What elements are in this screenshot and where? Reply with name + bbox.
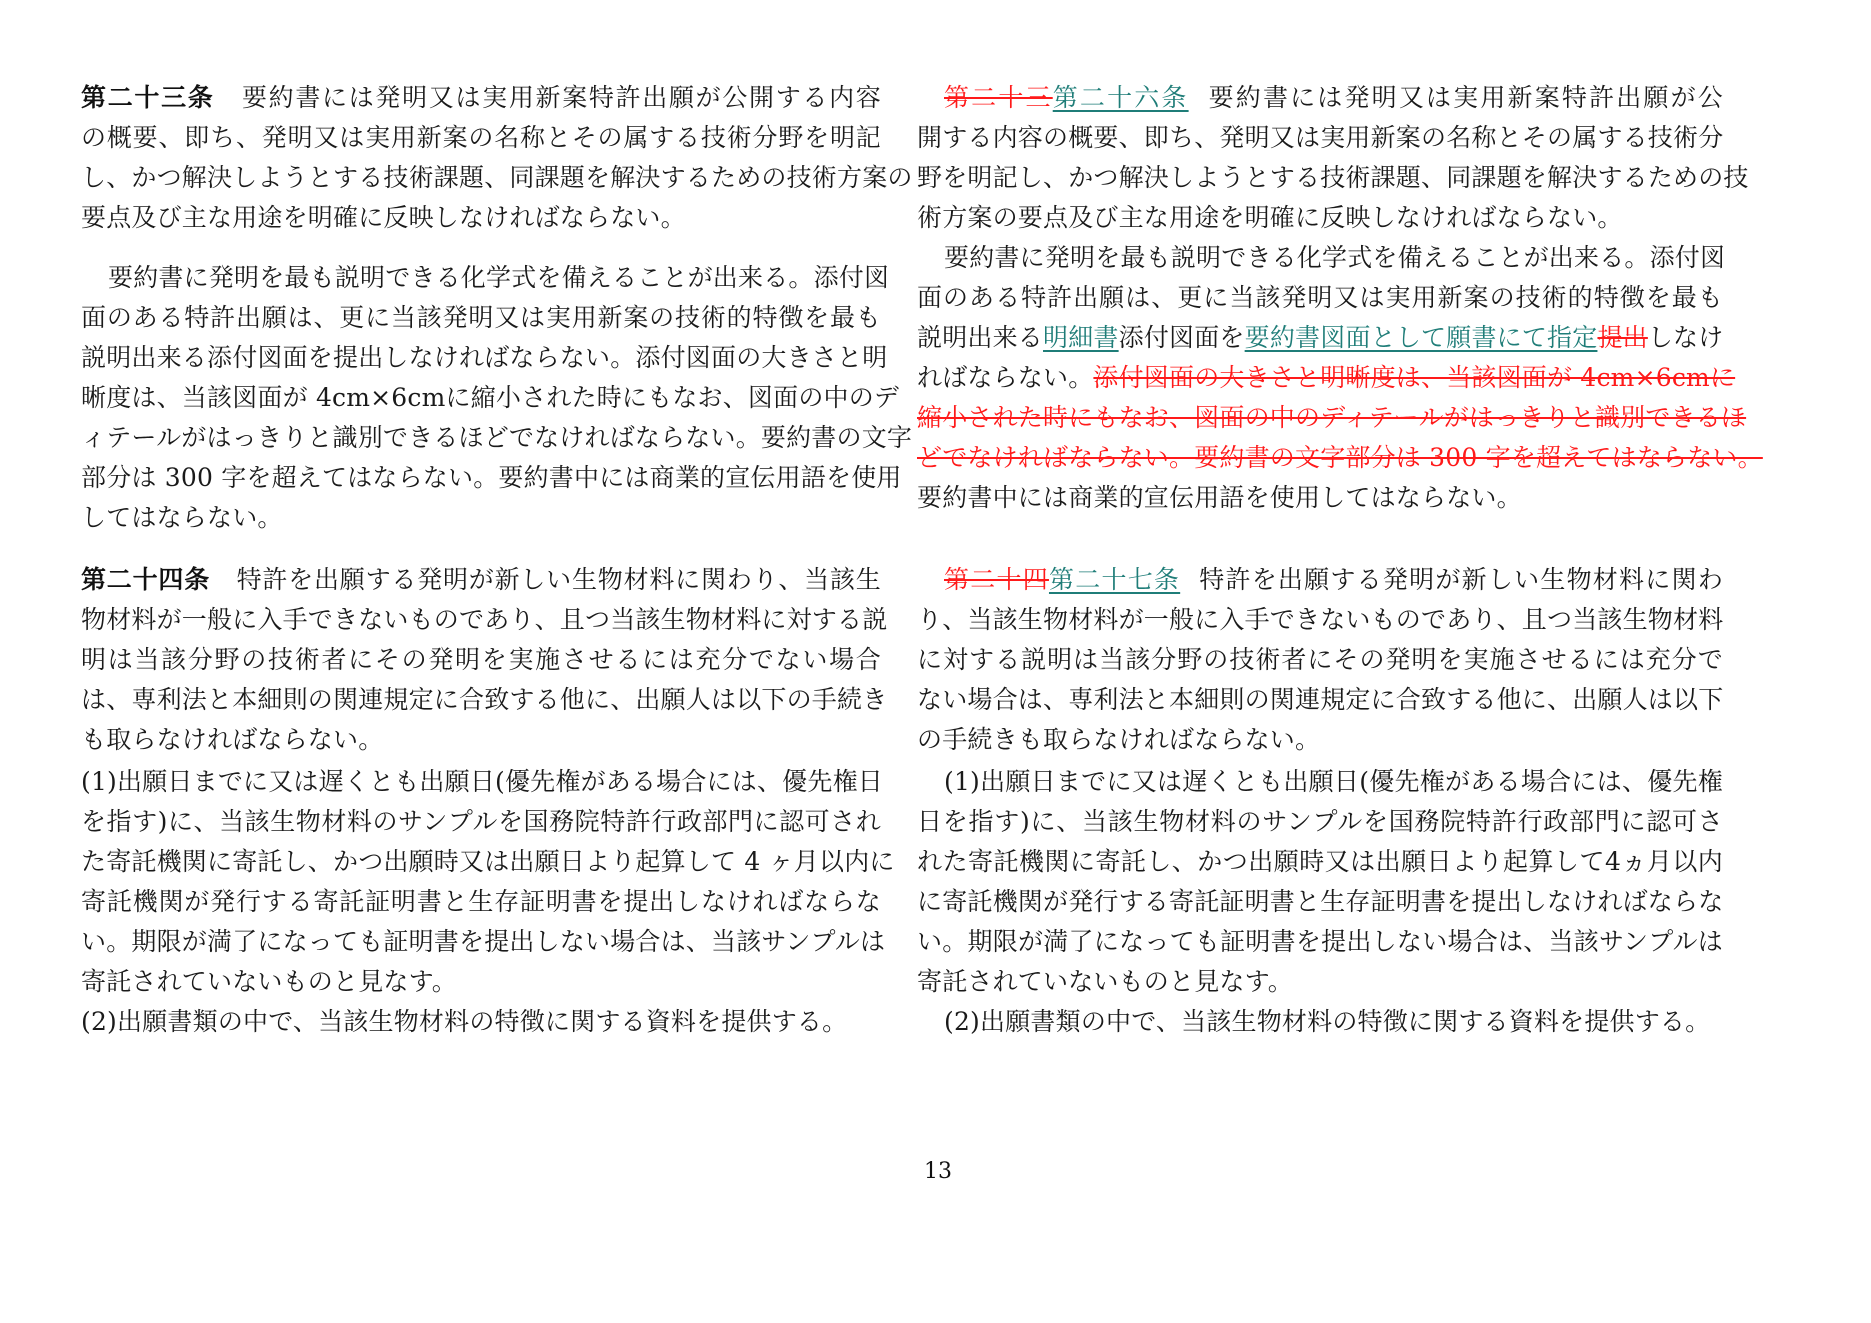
deleted-line bbox=[917, 438, 1763, 478]
text-span: 特許を出願する発明が新しい生物材料に関わり、当該生 bbox=[236, 565, 881, 594]
paragraph-line: し、かつ解決しようとする技術課題、同課題を解決するための技術方案の bbox=[81, 163, 913, 192]
item-1-line: れた寄託機関に寄託し、かつ出願時又は出願日より起算して4ヵ月以内 bbox=[917, 847, 1723, 876]
paragraph-line: 開する内容の概要、即ち、発明又は実用新案の名称とその属する技術分 bbox=[917, 123, 1724, 152]
inserted-text: 明細書 bbox=[1043, 323, 1119, 352]
text-span: 特許を出願する発明が新しい生物材料に関わ bbox=[1198, 565, 1723, 594]
paragraph-line-with-revisions bbox=[917, 358, 1736, 398]
paragraph-line: してはならない。 bbox=[81, 503, 283, 532]
deleted-text: どでなければならない。要約書の文字部分は 300 字を超えてはならない。 bbox=[917, 443, 1763, 472]
text-span: 添付図面を bbox=[1118, 323, 1245, 352]
text-span: しなけ bbox=[1647, 323, 1724, 352]
paragraph-line: 物材料が一般に入手できないものであり、且つ当該生物材料に対する説 bbox=[81, 605, 888, 634]
item-1-line: い。期限が満了になっても証明書を提出しない場合は、当該サンプルは bbox=[917, 927, 1723, 956]
item-1-line: (1)出願日までに又は遅くとも出願日(優先権がある場合には、優先権日 bbox=[81, 767, 883, 796]
paragraph-line: 明は当該分野の技術者にその発明を実施させるには充分でない場合 bbox=[81, 645, 881, 674]
paragraph-line: も取らなければならない。 bbox=[81, 725, 384, 754]
text-span: 要約書には発明又は実用新案特許出願が公 bbox=[1206, 83, 1723, 112]
paragraph-line: ない場合は、専利法と本細則の関連規定に合致する他に、出願人は以下 bbox=[917, 685, 1724, 714]
paragraph-line: 要約書中には商業的宣伝用語を使用してはならない。 bbox=[917, 483, 1522, 512]
article-24-line-1 bbox=[81, 560, 881, 600]
article-24-heading: 第二十四条 bbox=[81, 565, 210, 594]
paragraph-line: 面のある特許出願は、更に当該発明又は実用新案の技術的特徴を最も bbox=[81, 303, 881, 332]
item-1-line: 寄託機関が発行する寄託証明書と生存証明書を提出しなければならな bbox=[81, 887, 881, 916]
item-1-line: 寄託されていないものと見なす。 bbox=[917, 967, 1294, 996]
paragraph-line: の手続きも取らなければならない。 bbox=[917, 725, 1321, 754]
article-26-line-1 bbox=[917, 78, 1723, 118]
item-1-line: を指す)に、当該生物材料のサンプルを国務院特許行政部門に認可され bbox=[81, 807, 881, 836]
deleted-heading: 第二十三 bbox=[944, 83, 1053, 112]
paragraph-line: は、専利法と本細則の関連規定に合致する他に、出願人は以下の手続き bbox=[81, 685, 888, 714]
text-span: ればならない。 bbox=[917, 363, 1094, 392]
paragraph-line-with-revisions bbox=[917, 318, 1723, 358]
inserted-heading: 第二十七条 bbox=[1048, 565, 1181, 594]
item-1-line: 日を指す)に、当該生物材料のサンプルを国務院特許行政部門に認可さ bbox=[917, 807, 1723, 836]
deleted-text: 提出 bbox=[1597, 323, 1648, 352]
item-1-line: に寄託機関が発行する寄託証明書と生存証明書を提出しなければならな bbox=[917, 887, 1724, 916]
page-number: 13 bbox=[924, 1159, 952, 1184]
item-1-line: い。期限が満了になっても証明書を提出しない場合は、当該サンプルは bbox=[81, 927, 886, 956]
deleted-text: 添付図面の大きさと明晰度は、当該図面が 4cm×6cmに bbox=[1093, 363, 1736, 392]
paragraph-line: 術方案の要点及び主な用途を明確に反映しなければならない。 bbox=[917, 203, 1623, 232]
paragraph-line: 野を明記し、かつ解決しようとする技術課題、同課題を解決するための技 bbox=[917, 163, 1749, 192]
paragraph-line: 晰度は、当該図面が 4cm×6cmに縮小された時にもなお、図面の中のデ bbox=[81, 383, 900, 412]
text-span: 要約書には発明又は実用新案特許出願が公開する内容 bbox=[240, 83, 881, 112]
paragraph-line: に対する説明は当該分野の技術者にその発明を実施させるには充分で bbox=[917, 645, 1723, 674]
deleted-heading: 第二十四 bbox=[944, 565, 1049, 594]
inserted-text: 要約書図面として願書にて指定 bbox=[1244, 323, 1598, 352]
deleted-line bbox=[917, 398, 1747, 438]
article-23-heading: 第二十三条 bbox=[81, 83, 215, 112]
text-span: 説明出来る bbox=[917, 323, 1044, 352]
item-2-line: (2)出願書類の中で、当該生物材料の特徴に関する資料を提供する。 bbox=[944, 1007, 1711, 1036]
deleted-text: 縮小された時にもなお、図面の中のディテールがはっきりと識別できるほ bbox=[917, 403, 1747, 432]
item-1-line: (1)出願日までに又は遅くとも出願日(優先権がある場合には、優先権 bbox=[944, 767, 1723, 796]
paragraph-line: 部分は 300 字を超えてはならない。要約書中には商業的宣伝用語を使用 bbox=[81, 463, 902, 492]
article-23-line-1 bbox=[81, 78, 881, 118]
paragraph-line: ィテールがはっきりと識別できるほどでなければならない。要約書の文字 bbox=[81, 423, 913, 452]
paragraph-line: 説明出来る添付図面を提出しなければならない。添付図面の大きさと明 bbox=[81, 343, 888, 372]
paragraph-line: り、当該生物材料が一般に入手できないものであり、且つ当該生物材料 bbox=[917, 605, 1724, 634]
paragraph-line: 要約書に発明を最も説明できる化学式を備えることが出来る。添付図 bbox=[108, 263, 890, 292]
paragraph-line: 要約書に発明を最も説明できる化学式を備えることが出来る。添付図 bbox=[944, 243, 1726, 272]
paragraph-line: 面のある特許出願は、更に当該発明又は実用新案の技術的特徴を最も bbox=[917, 283, 1723, 312]
paragraph-line: の概要、即ち、発明又は実用新案の名称とその属する技術分野を明記 bbox=[81, 123, 881, 152]
item-1-line: た寄託機関に寄託し、かつ出願時又は出願日より起算して 4 ヶ月以内に bbox=[81, 847, 895, 876]
inserted-heading: 第二十六条 bbox=[1052, 83, 1189, 112]
item-1-line: 寄託されていないものと見なす。 bbox=[81, 967, 458, 996]
item-2-line: (2)出願書類の中で、当該生物材料の特徴に関する資料を提供する。 bbox=[81, 1007, 848, 1036]
paragraph-line: 要点及び主な用途を明確に反映しなければならない。 bbox=[81, 203, 686, 232]
article-27-line-1 bbox=[917, 560, 1723, 600]
